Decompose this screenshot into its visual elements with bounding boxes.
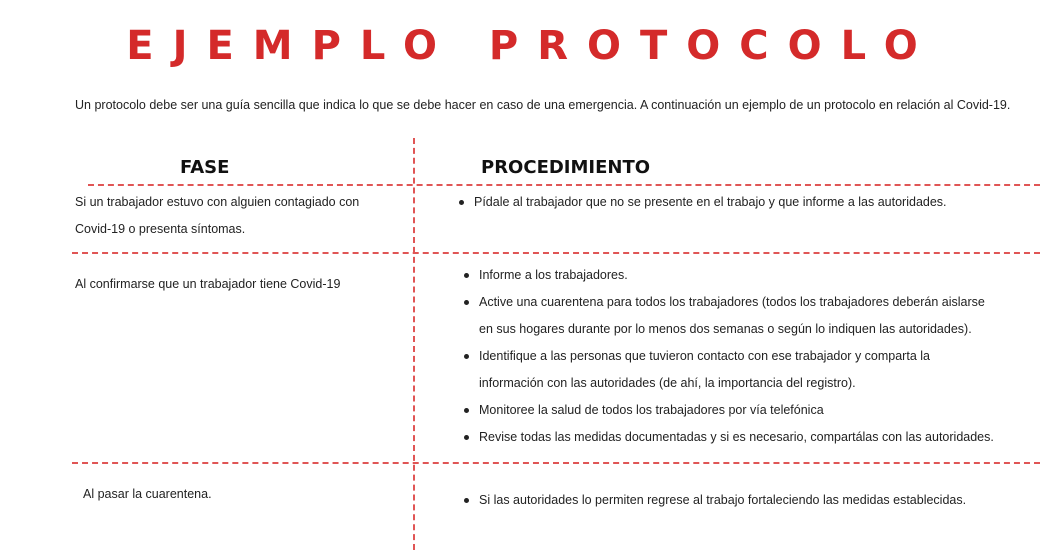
row-divider — [72, 252, 1040, 254]
list-item-continuation: información con las autoridades (de ahí, la importancia del registro). — [479, 376, 856, 390]
fase-cell — [83, 481, 212, 508]
row-divider — [88, 184, 1040, 186]
fase-text: Covid-19 o presenta síntomas. — [75, 222, 246, 236]
list-item: Identifique a las personas que tuvieron contacto con ese trabajador y comparta la — [462, 343, 994, 370]
fase-text: Al pasar la cuarentena. — [83, 487, 212, 501]
procedure-list — [457, 189, 947, 216]
list-item: Monitoree la salud de todos los trabajadores por vía telefónica — [462, 397, 994, 424]
intro-paragraph: Un protocolo debe ser una guía sencilla que indica lo que se debe hacer en caso de una emergencia. A continuación un ejemplo de un protocolo en relación al Covid-19. — [75, 98, 1011, 112]
fase-text: Al confirmarse que un trabajador tiene Covid-19 — [75, 277, 341, 291]
list-item: Revise todas las medidas documentadas y si es necesario, compartálas con las autoridades. — [462, 424, 994, 451]
fase-cell — [75, 189, 359, 243]
list-item: Pídale al trabajador que no se presente en el trabajo y que informe a las autoridades. — [457, 189, 947, 216]
procedure-list — [462, 262, 994, 451]
column-divider — [413, 138, 415, 550]
list-item: Si las autoridades lo permiten regrese al trabajo fortaleciendo las medidas establecidas. — [462, 487, 966, 514]
list-item: Informe a los trabajadores. — [462, 262, 994, 289]
list-item: Active una cuarentena para todos los trabajadores (todos los trabajadores deberán aislarse — [462, 289, 994, 316]
column-header-procedimiento: PROCEDIMIENTO — [481, 157, 651, 178]
fase-cell — [75, 271, 340, 298]
fase-text: Si un trabajador estuvo con alguien contagiado con — [75, 195, 360, 209]
procedure-list — [462, 487, 966, 514]
list-item-continuation: en sus hogares durante por lo menos dos semanas o según lo indiquen las autoridades). — [479, 322, 972, 336]
column-header-fase: FASE — [180, 157, 230, 178]
row-divider — [72, 462, 1040, 464]
page-title: EJEMPLO PROTOCOLO — [126, 23, 937, 69]
